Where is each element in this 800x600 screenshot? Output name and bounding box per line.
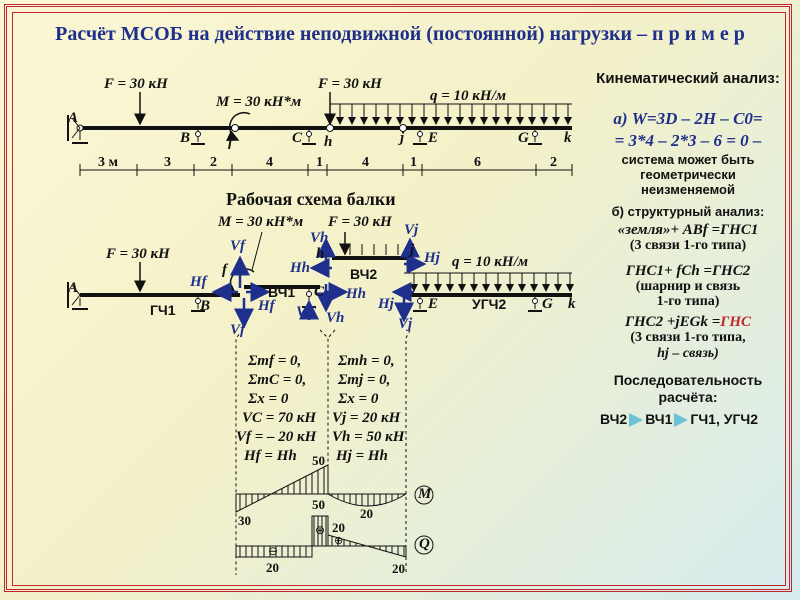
point-B: B: [180, 130, 191, 146]
part-ugch2: УГЧ2: [472, 296, 507, 312]
reaction-Hh-left: Hh: [290, 260, 311, 276]
M-label: M: [418, 486, 432, 502]
point-h: h: [324, 134, 333, 150]
part-gch1: ГЧ1: [150, 302, 176, 318]
seq-step-2: ВЧ1: [645, 411, 673, 427]
dim-3: 2: [210, 155, 217, 170]
sequence-row: [600, 411, 758, 427]
load-F1-label: F = 30 кН: [104, 76, 168, 92]
scheme-q-label: q = 10 кН/м: [452, 254, 529, 270]
load-F2-label: F = 30 кН: [318, 76, 382, 92]
scheme-point-f: f: [222, 262, 227, 278]
Q-value-right: 20: [392, 561, 405, 576]
scheme-point-G: G: [542, 296, 553, 312]
scheme-F-top-label: F = 30 кН: [328, 214, 392, 230]
struct-step-1: «земля»+ ABf =ГНС1: [617, 222, 759, 238]
reaction-Hj-right: Hj: [424, 250, 440, 266]
kinematic-formula-2: = 3*4 – 2*3 – 6 = 0 –: [614, 131, 762, 150]
eq-right-3: Σx = 0: [338, 391, 379, 407]
reaction-Vj-down: Vj: [398, 316, 413, 332]
scheme-point-C: C: [314, 284, 325, 300]
reaction-Vf-up: Vf: [230, 238, 245, 254]
eq-right-5: Vh = 50 кН: [332, 429, 405, 445]
reaction-Vh-up: Vh: [310, 230, 329, 246]
reaction-Vf-down: Vf: [230, 322, 245, 338]
kinematic-formula: а) W=3D – 2H – C0=: [613, 109, 763, 128]
structural-heading: б) структурный анализ:: [611, 204, 765, 219]
reaction-Vj-up: Vj: [404, 222, 419, 238]
struct-step-3a: ГНС2 +jEGk =: [624, 314, 721, 330]
seq-step-1: ВЧ2: [600, 411, 628, 427]
page-title: Расчёт МСОБ на действие неподвижной (постоянной) нагрузки – п р и м е р: [55, 23, 745, 45]
struct-step-1b: (3 связи 1-го типа): [629, 238, 747, 253]
dim-8: 6: [474, 155, 481, 170]
seq-step-3: ГЧ1, УГЧ2: [690, 411, 759, 427]
point-C: C: [292, 130, 303, 146]
dim-5: 1: [316, 155, 323, 170]
Q-value-mid: 20: [332, 520, 345, 535]
scheme-point-B: B: [200, 298, 211, 314]
dim-9: 2: [550, 155, 557, 170]
scheme-point-E: E: [428, 296, 439, 312]
scheme-F-left-label: F = 30 кН: [106, 246, 170, 262]
dim-1: 3 м: [98, 155, 119, 170]
point-f: f: [228, 134, 233, 150]
support-B: [191, 130, 205, 144]
reaction-Hf-right: Hf: [258, 298, 275, 314]
equations-right: [332, 352, 405, 466]
dim-7: 1: [410, 155, 417, 170]
scheme-support-G: [528, 297, 542, 311]
point-k: k: [564, 130, 572, 146]
gns-final: ГНС: [720, 314, 752, 330]
reaction-Hf-left: Hf: [190, 274, 207, 290]
arrow-right-icon: [674, 413, 688, 427]
reaction-Vh-down: Vh: [326, 310, 345, 326]
eq-left-5: Vf = – 20 кН: [236, 429, 317, 445]
M-value-top: 50: [312, 453, 325, 468]
part-vch1: ВЧ1: [268, 284, 296, 300]
scheme-point-k: k: [568, 296, 576, 312]
kinematic-heading: Кинематический анализ:: [596, 70, 780, 87]
scheme-support-E: [413, 297, 427, 311]
scheme-moment-label: M = 30 кН*м: [218, 214, 304, 230]
scheme-point-j: j: [410, 242, 415, 258]
load-q-label: q = 10 кН/м: [430, 88, 507, 104]
struct-step-3c: (3 связи 1-го типа,: [630, 330, 746, 345]
Q-sign-plus-1: ⊕: [315, 523, 326, 537]
dim-6: 4: [362, 155, 369, 170]
hinge-h: [327, 125, 334, 132]
Q-label: Q: [419, 536, 430, 552]
support-E: [413, 130, 427, 144]
sequence-heading: Последовательность расчёта:: [613, 372, 763, 405]
q-arrows: [340, 104, 568, 124]
hinge-f: [232, 125, 239, 132]
reaction-Hj-left: Hj: [378, 296, 394, 312]
Q-sign-plus-2: ⊕: [334, 535, 344, 547]
point-j: j: [400, 130, 405, 146]
point-G: G: [518, 130, 529, 146]
scheme-point-h: h: [316, 246, 325, 262]
scheme-heading: Рабочая схема балки: [226, 189, 396, 209]
eq-left-1: Σmf = 0,: [248, 353, 302, 369]
eq-right-6: Hj = Hh: [336, 448, 388, 464]
point-A: A: [68, 110, 79, 126]
scheme-point-A: A: [68, 280, 79, 296]
moment-label: M = 30 кН*м: [216, 94, 302, 110]
eq-left-6: Hf = Hh: [244, 448, 297, 464]
dim-2: 3: [164, 155, 171, 170]
kinematic-conclusion: система может быть геометрически неизменяемой: [621, 152, 755, 197]
struct-step-2c: 1-го типа): [656, 294, 720, 309]
struct-step-3d: hj – связь): [657, 346, 719, 361]
struct-step-2b: (шарнир и связь: [635, 279, 741, 294]
reaction-Hh-right: Hh: [346, 286, 367, 302]
reaction-VC: VC: [296, 304, 317, 320]
eq-left-3: Σx = 0: [248, 391, 289, 407]
eq-left-2: ΣmC = 0,: [248, 372, 307, 388]
support-G: [528, 130, 542, 144]
M-value-left: 30: [238, 513, 251, 528]
point-E: E: [428, 130, 439, 146]
eq-right-1: Σmh = 0,: [338, 353, 395, 369]
Q-value-left: 20: [266, 560, 279, 575]
equations-left: [236, 352, 317, 466]
Q-sign-minus: ⊖: [268, 544, 279, 558]
dim-4: 4: [266, 155, 273, 170]
eq-right-4: Vj = 20 кН: [332, 410, 401, 426]
eq-left-4: VC = 70 кН: [242, 410, 317, 426]
support-C: [302, 130, 316, 144]
M-value-right: 20: [360, 506, 373, 521]
arrow-right-icon: [629, 413, 643, 427]
struct-step-2: ГНС1+ fCh =ГНС2: [625, 263, 751, 279]
eq-right-2: Σmj = 0,: [338, 372, 391, 388]
M-value-mid: 50: [312, 497, 325, 512]
part-vch2: ВЧ2: [350, 266, 378, 282]
struct-step-3: [586, 314, 790, 331]
